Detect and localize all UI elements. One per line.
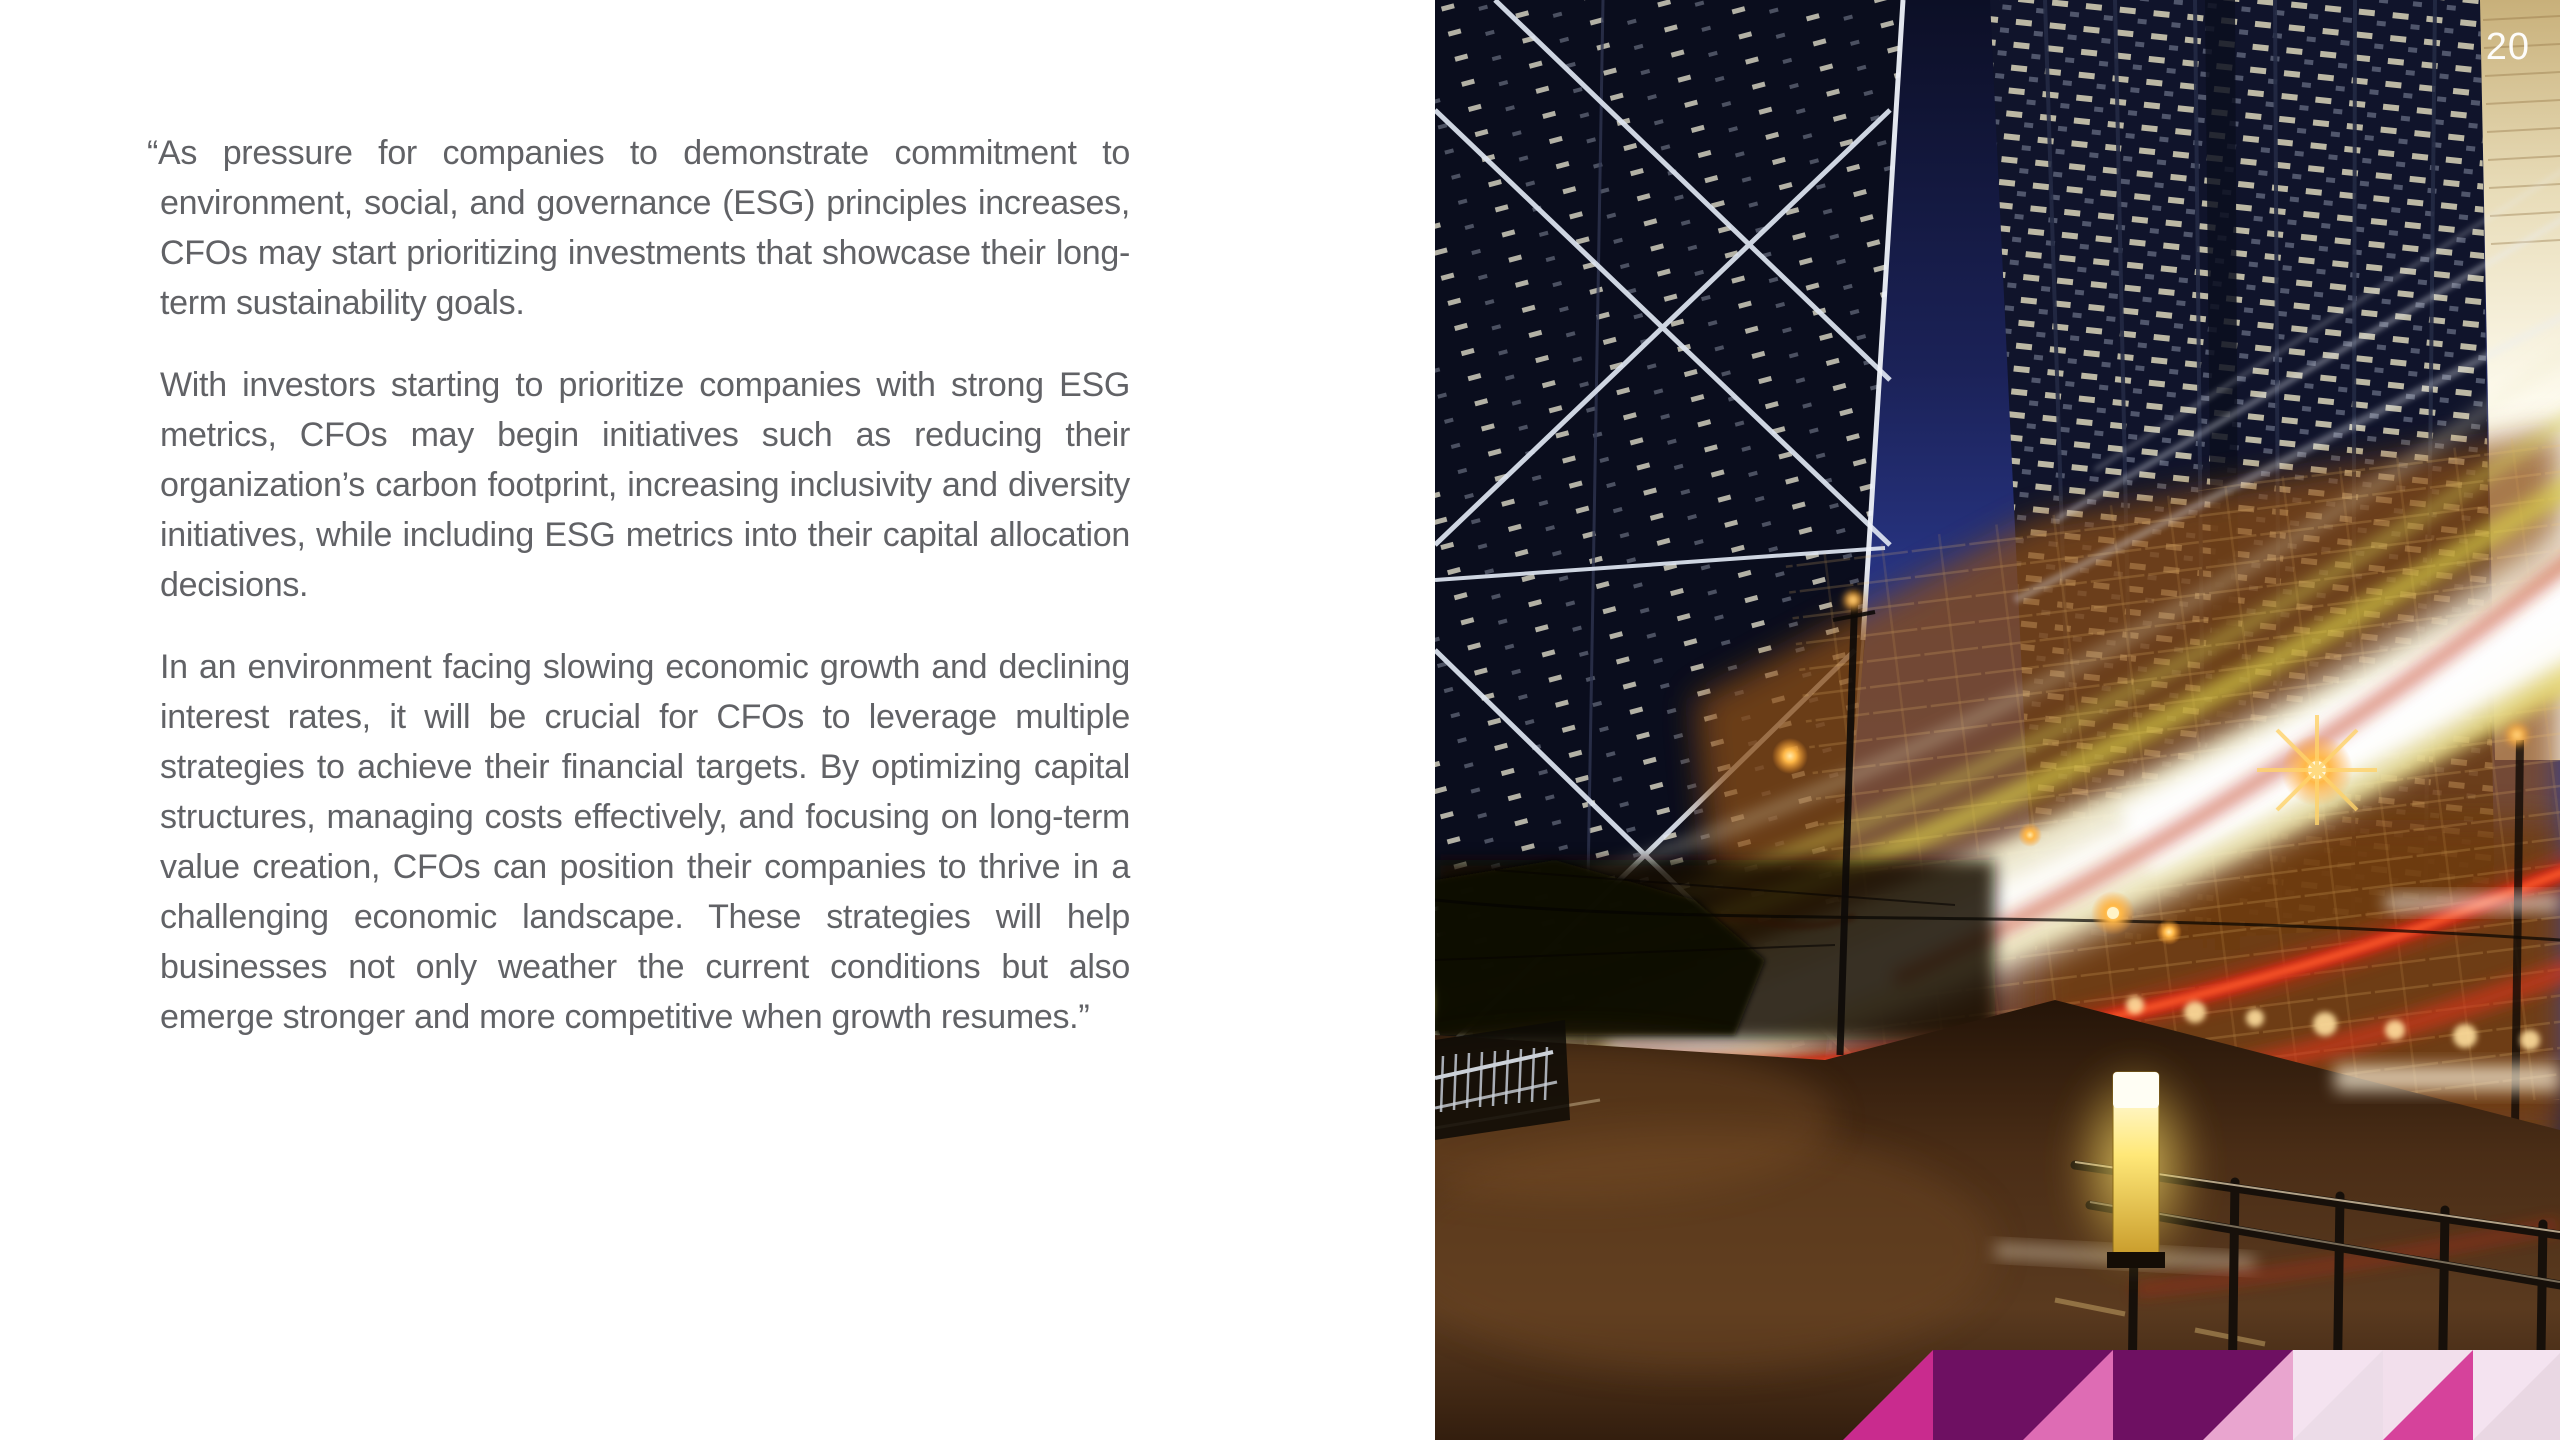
lit-bollard	[2065, 1055, 2205, 1275]
triangle-square	[2023, 1350, 2113, 1440]
triangle-square	[1843, 1350, 1933, 1440]
quote-paragraph: “As pressure for companies to demonstrate commitment to environment, social, and governance (ESG) principles increases, CFOs may start prioritizing investments that showcase their long-term sustainability goals.	[147, 134, 1130, 322]
triangle-square	[2113, 1350, 2203, 1440]
triangle-square	[2473, 1350, 2560, 1440]
triangle-square	[2293, 1350, 2383, 1440]
quote-text-column	[147, 128, 1130, 1042]
triangle-square	[1933, 1350, 2023, 1440]
page-number: 20	[2485, 26, 2530, 68]
triangle-square	[2203, 1350, 2293, 1440]
city-night-photo-art	[1435, 0, 2560, 1440]
quote-paragraph: In an environment facing slowing economic growth and declining interest rates, it will be crucial for CFOs to leverage multiple strategies to achieve their financial targets. By optimizing capital structures, managing costs effectively, and focusing on long-term value creation, CFOs can position their companies to thrive in a challenging economic landscape. These strategies will help businesses not only weather the current conditions but also emerge stronger and more competitive when growth resumes.”	[160, 648, 1130, 1036]
triangle-pattern	[1843, 1350, 2560, 1440]
left-guardrail	[1435, 1020, 1570, 1140]
quote-paragraph: With investors starting to prioritize companies with strong ESG metrics, CFOs may begin initiatives such as reducing their organization’s carbon footprint, increasing inclusivity and diversity initiatives, while including ESG metrics into their capital allocation decisions.	[160, 366, 1130, 604]
triangle-square	[2383, 1350, 2473, 1440]
city-night-photo	[1435, 0, 2560, 1440]
